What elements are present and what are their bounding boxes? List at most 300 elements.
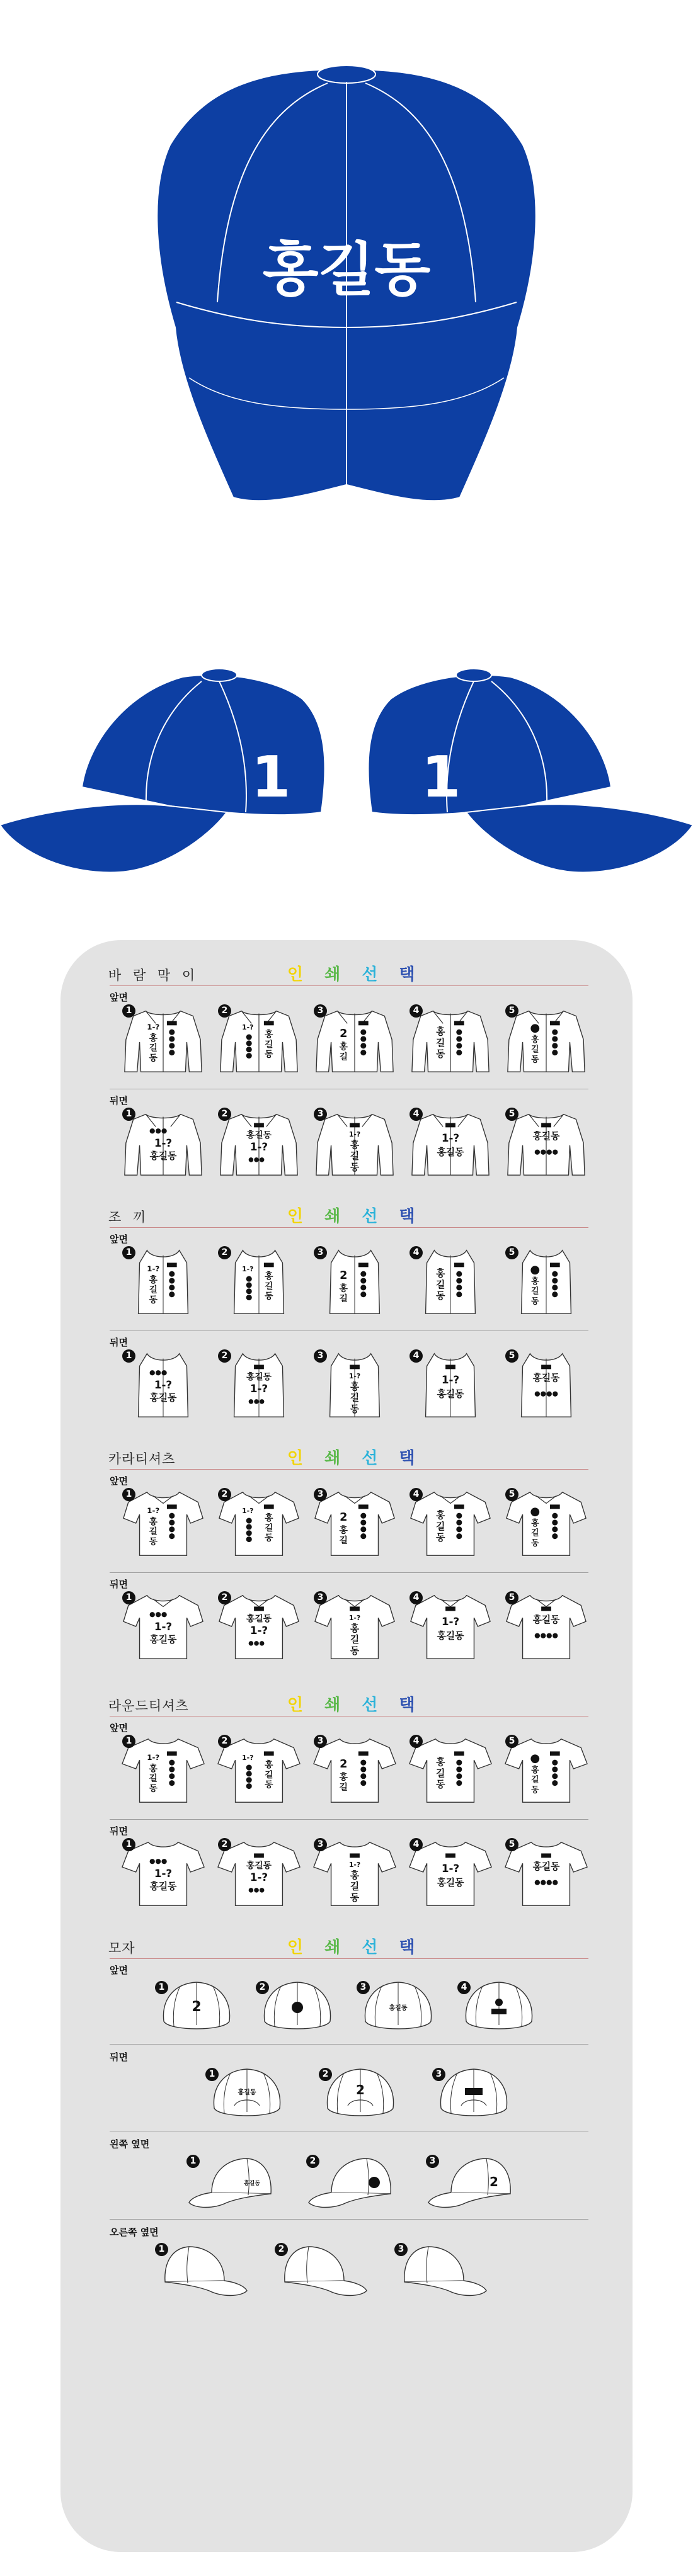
dot-mark bbox=[360, 1036, 366, 1041]
name-mark: 길 bbox=[149, 1285, 158, 1295]
dots-mark: ●●● bbox=[149, 1610, 168, 1619]
dots-mark: ●●● bbox=[248, 1398, 265, 1405]
number-mark: 2 bbox=[340, 1269, 348, 1283]
section-divider bbox=[110, 1958, 588, 1959]
windbreaker-front-row-option-4[interactable] bbox=[408, 1002, 493, 1076]
name-mark: 홍 bbox=[531, 1765, 539, 1775]
option-number-badge: 4 bbox=[410, 1838, 423, 1851]
dot-mark bbox=[169, 1533, 175, 1539]
collar-back-row-option-1[interactable] bbox=[121, 1589, 205, 1663]
name-mark: 홍 bbox=[436, 1757, 445, 1768]
print-select-char: 선 bbox=[362, 1696, 399, 1715]
vest-front-row-option-1[interactable] bbox=[121, 1244, 205, 1318]
cap-left-crown bbox=[212, 2159, 271, 2194]
option-number-badge: 3 bbox=[314, 1349, 327, 1363]
dot-mark bbox=[456, 1766, 462, 1772]
badge-mark bbox=[264, 1262, 274, 1267]
cap-drawing bbox=[394, 2237, 489, 2300]
option-number-badge: 3 bbox=[314, 1591, 327, 1604]
cap-left-crown bbox=[331, 2159, 391, 2194]
dot-mark bbox=[246, 1524, 252, 1529]
round-front-row-option-2[interactable] bbox=[217, 1732, 301, 1807]
windbreaker-front-row-option-3[interactable] bbox=[312, 1002, 397, 1076]
dot-mark bbox=[360, 1780, 366, 1786]
dots-mark: ●●● bbox=[149, 1126, 168, 1135]
dots-mark: ●●● bbox=[248, 1887, 265, 1894]
option-number-badge: 1 bbox=[122, 1108, 135, 1121]
dot-mark bbox=[456, 1050, 462, 1055]
collar-front-row-option-2[interactable] bbox=[217, 1485, 301, 1560]
print-select-char: 인 bbox=[287, 1449, 325, 1468]
windbreaker-front-row-option-1[interactable] bbox=[121, 1002, 205, 1076]
name-mark: 홍 bbox=[531, 1035, 539, 1045]
name-mark: 홍 bbox=[265, 1760, 273, 1771]
option-number-badge: 3 bbox=[432, 2068, 445, 2081]
option-number-badge: 1 bbox=[122, 1246, 135, 1259]
name-mark: 홍길동 bbox=[532, 1861, 560, 1873]
name-mark: 길 bbox=[265, 1523, 273, 1533]
dot-mark bbox=[169, 1050, 175, 1055]
print-select-char: 인 bbox=[287, 1696, 325, 1715]
class-mark: 1-? bbox=[249, 1140, 268, 1153]
dot-mark bbox=[246, 1536, 252, 1542]
badge-mark bbox=[167, 1262, 177, 1267]
name-mark: 동 bbox=[149, 1053, 158, 1064]
name-mark: 홍 bbox=[339, 1525, 348, 1536]
row-divider bbox=[110, 2044, 588, 2045]
round-back-row-option-4[interactable] bbox=[408, 1836, 493, 1910]
hat-back-option-3[interactable] bbox=[432, 2062, 527, 2125]
option-number-badge: 3 bbox=[314, 1735, 327, 1748]
cap-left-brim bbox=[309, 2193, 391, 2208]
round-back-row-option-5[interactable] bbox=[504, 1836, 588, 1910]
name-mark: 길 bbox=[350, 1150, 360, 1162]
name-mark: 홍길동 bbox=[532, 1614, 560, 1626]
vest-front-row-option-4[interactable] bbox=[408, 1244, 493, 1318]
class-mark: 1-? bbox=[249, 1870, 268, 1883]
option-number-badge: 4 bbox=[410, 1591, 423, 1604]
dot-mark bbox=[456, 1773, 462, 1779]
badge-mark bbox=[358, 1751, 369, 1756]
vest-back-row-option-5[interactable] bbox=[504, 1347, 588, 1421]
name-mark: 길 bbox=[339, 1052, 348, 1062]
row-divider bbox=[110, 1819, 588, 1820]
print-select-char: 쇄 bbox=[324, 965, 362, 984]
cap-drawing bbox=[319, 2062, 413, 2125]
dot-mark bbox=[552, 1513, 558, 1519]
class-mark: 1-? bbox=[154, 1136, 173, 1149]
cap-drawing bbox=[432, 2062, 527, 2125]
class-mark: 1-? bbox=[147, 1753, 160, 1762]
option-number-badge: 1 bbox=[205, 2068, 219, 2081]
dot-mark bbox=[456, 1271, 462, 1277]
cap-right-brim bbox=[165, 2281, 247, 2296]
hat-back-label: 뒤면 bbox=[110, 2051, 128, 2063]
hat-back-option-2[interactable] bbox=[319, 2062, 413, 2125]
dot-mark bbox=[169, 1519, 175, 1525]
dot-mark bbox=[552, 1271, 558, 1277]
dot-mark bbox=[360, 1760, 366, 1766]
option-number-badge: 3 bbox=[314, 1246, 327, 1259]
option-number-badge: 3 bbox=[314, 1838, 327, 1851]
hat-left-option-2[interactable] bbox=[306, 2148, 401, 2211]
dot-mark bbox=[360, 1513, 366, 1519]
name-mark: 동 bbox=[436, 1779, 445, 1790]
name-mark: 길 bbox=[350, 1881, 360, 1892]
class-mark: 1-? bbox=[249, 1382, 268, 1395]
dot-mark bbox=[246, 1282, 252, 1288]
vest-back-row-option-3[interactable] bbox=[312, 1347, 397, 1421]
option-number-badge: 2 bbox=[275, 2243, 288, 2256]
dot-mark bbox=[456, 1030, 462, 1035]
hat-right-label: 오른쪽 옆면 bbox=[110, 2227, 159, 2238]
dot-mark bbox=[246, 1783, 252, 1789]
print-select-char: 인 bbox=[287, 965, 325, 984]
name-mark: 길 bbox=[149, 1043, 158, 1053]
option-number-badge: 1 bbox=[186, 2155, 200, 2168]
option-number-badge: 5 bbox=[505, 1591, 518, 1604]
option-number-badge: 2 bbox=[218, 1591, 231, 1604]
name-mark: 홍 bbox=[149, 1516, 158, 1527]
name-mark: 길 bbox=[265, 1769, 273, 1780]
dot-mark bbox=[360, 1285, 366, 1290]
hat-left-option-1[interactable] bbox=[186, 2148, 281, 2211]
number-badge-mark bbox=[530, 1507, 539, 1516]
collar-front-label: 앞면 bbox=[110, 1475, 128, 1487]
cap-drawing bbox=[426, 2148, 520, 2211]
dot-mark bbox=[360, 1291, 366, 1297]
print-select-char: 쇄 bbox=[324, 1449, 362, 1468]
class-mark: 1-? bbox=[441, 1615, 460, 1628]
vest-back-row-option-2[interactable] bbox=[217, 1347, 301, 1421]
number-mark: 2 bbox=[340, 1511, 348, 1524]
collar-front-row-option-5[interactable] bbox=[504, 1485, 588, 1560]
hat-right-option-2[interactable] bbox=[275, 2237, 369, 2300]
name-mark: 홍길동 bbox=[437, 1147, 464, 1158]
round-back-label: 뒤면 bbox=[110, 1825, 128, 1837]
cap-drawing bbox=[155, 1975, 249, 2038]
badge-mark bbox=[550, 1504, 560, 1509]
dot-mark bbox=[246, 1771, 252, 1776]
dot-mark bbox=[456, 1043, 462, 1048]
badge-mark bbox=[550, 1021, 560, 1025]
dot-mark bbox=[169, 1760, 175, 1766]
collar-back-row-option-5[interactable] bbox=[504, 1589, 588, 1663]
option-number-badge: 2 bbox=[256, 1981, 269, 1994]
dot-mark bbox=[456, 1760, 462, 1766]
collar-back-row-option-3[interactable] bbox=[312, 1589, 397, 1663]
class-mark: 1-? bbox=[348, 1614, 361, 1623]
row-divider bbox=[110, 2219, 588, 2220]
name-mark: 홍 bbox=[350, 1870, 360, 1881]
name-mark: 길 bbox=[436, 1521, 445, 1532]
dot-mark bbox=[456, 1533, 462, 1539]
number-badge-mark bbox=[530, 1754, 539, 1763]
name-mark: 홍길동 bbox=[246, 1130, 272, 1141]
hat-left-option-3[interactable] bbox=[426, 2148, 520, 2211]
windbreaker-back-row-option-4[interactable] bbox=[408, 1105, 493, 1179]
dot-mark bbox=[360, 1043, 366, 1048]
option-number-badge: 4 bbox=[457, 1981, 471, 1994]
badge-mark bbox=[358, 1021, 369, 1025]
hat-right-option-1[interactable] bbox=[155, 2237, 249, 2300]
dot-mark bbox=[246, 1040, 252, 1046]
badge-mark bbox=[454, 1504, 464, 1509]
badge-mark bbox=[358, 1262, 369, 1267]
cap-drawing bbox=[457, 1975, 552, 2038]
name-mark: 동 bbox=[149, 1783, 158, 1794]
option-number-badge: 4 bbox=[410, 1108, 423, 1121]
class-mark: 1-? bbox=[348, 1130, 361, 1139]
collar-front-row bbox=[121, 1485, 606, 1561]
dot-mark bbox=[246, 1276, 252, 1282]
tee-outline bbox=[314, 1739, 396, 1803]
right-side-cap bbox=[368, 669, 693, 872]
tee-outline bbox=[218, 1739, 300, 1803]
name-mark: 홍길동 bbox=[246, 1614, 272, 1625]
collar-print-select-heading bbox=[287, 1445, 437, 1468]
dots-mark: ●●● bbox=[248, 1640, 265, 1647]
option-number-badge: 2 bbox=[218, 1735, 231, 1748]
dot-mark bbox=[360, 1519, 366, 1525]
tee-outline bbox=[122, 1739, 204, 1803]
dot-mark bbox=[169, 1271, 175, 1277]
name-mark: 길 bbox=[149, 1773, 158, 1784]
vest-title: 조 끼 bbox=[108, 1210, 150, 1225]
round-back-row-option-3[interactable] bbox=[312, 1836, 397, 1910]
collar-front-row-option-4[interactable] bbox=[408, 1485, 493, 1560]
option-number-badge: 5 bbox=[505, 1488, 518, 1501]
tee-outline bbox=[505, 1842, 587, 1906]
windbreaker-title: 바 람 막 이 bbox=[108, 968, 199, 983]
windbreaker-print-select-heading bbox=[287, 962, 437, 985]
name-mark: 길 bbox=[339, 1535, 348, 1546]
round-back-row bbox=[121, 1836, 606, 1911]
tee-outline bbox=[410, 1739, 491, 1803]
dot-mark bbox=[360, 1030, 366, 1035]
hat-front-option-2[interactable] bbox=[256, 1975, 350, 2038]
number-mark: 2 bbox=[340, 1028, 348, 1041]
name-mark: 홍 bbox=[265, 1513, 273, 1524]
cap-drawing bbox=[155, 2237, 249, 2300]
cap-drawing bbox=[306, 2148, 401, 2211]
section-divider bbox=[110, 985, 588, 986]
name-mark: 홍 bbox=[350, 1139, 360, 1150]
dots-mark: ●●● bbox=[149, 1857, 168, 1866]
cap-drawing bbox=[275, 2237, 369, 2300]
hat-print-select-heading bbox=[287, 1934, 437, 1958]
round-front-row-option-1[interactable] bbox=[121, 1732, 205, 1807]
name-mark: 동 bbox=[531, 1297, 539, 1307]
hat-front-option-3[interactable] bbox=[357, 1975, 451, 2038]
badge-mark bbox=[167, 1751, 177, 1756]
name-mark: 홍길동 bbox=[243, 2181, 261, 2187]
dot-mark bbox=[360, 1271, 366, 1277]
cap-drawing bbox=[186, 2148, 281, 2211]
round-back-row-option-2[interactable] bbox=[217, 1836, 301, 1910]
print-select-char: 택 bbox=[399, 1938, 437, 1957]
vest-back-label: 뒤면 bbox=[110, 1337, 128, 1348]
polo-outline bbox=[315, 1492, 394, 1556]
cap-left-brim bbox=[428, 2193, 510, 2208]
name-mark: 길 bbox=[339, 1782, 348, 1793]
badge-mark bbox=[550, 1751, 560, 1756]
dot-mark bbox=[552, 1519, 558, 1525]
windbreaker-back-label: 뒤면 bbox=[110, 1095, 128, 1106]
collar-front-row-option-1[interactable] bbox=[121, 1485, 205, 1560]
round-front-row-option-4[interactable] bbox=[408, 1732, 493, 1807]
class-mark: 1-? bbox=[154, 1866, 173, 1880]
windbreaker-back-row-option-1[interactable] bbox=[121, 1105, 205, 1179]
dots-mark: ●●● bbox=[149, 1368, 168, 1377]
dot-mark bbox=[169, 1278, 175, 1283]
dot-mark bbox=[169, 1766, 175, 1772]
option-number-badge: 1 bbox=[155, 1981, 168, 1994]
polo-outline bbox=[411, 1492, 490, 1556]
windbreaker-back-row-option-3[interactable] bbox=[312, 1105, 397, 1179]
print-select-char: 택 bbox=[399, 965, 437, 984]
hat-front-option-1[interactable] bbox=[155, 1975, 249, 2038]
option-number-badge: 2 bbox=[306, 2155, 319, 2168]
print-select-char: 인 bbox=[287, 1207, 325, 1226]
collar-back-row-option-2[interactable] bbox=[217, 1589, 301, 1663]
name-mark: 길 bbox=[436, 1767, 445, 1779]
name-mark: 홍 bbox=[436, 1026, 445, 1038]
collar-back-label: 뒤면 bbox=[110, 1579, 128, 1590]
collar-front-row-option-3[interactable] bbox=[312, 1485, 397, 1560]
dot-mark bbox=[456, 1519, 462, 1525]
dot-mark bbox=[552, 1278, 558, 1283]
name-mark: 동 bbox=[350, 1162, 360, 1173]
option-number-badge: 1 bbox=[122, 1591, 135, 1604]
class-mark: 1-? bbox=[147, 1506, 160, 1516]
option-number-badge: 5 bbox=[505, 1108, 518, 1121]
dot-mark bbox=[456, 1526, 462, 1532]
badge-mark bbox=[454, 1021, 464, 1025]
vest-back-row-option-4[interactable] bbox=[408, 1347, 493, 1421]
hero-cap-illustrations bbox=[0, 0, 693, 894]
number-mark: 2 bbox=[490, 2174, 498, 2189]
name-mark: 홍길동 bbox=[532, 1131, 560, 1142]
dot-mark bbox=[246, 1530, 252, 1536]
dot-mark bbox=[552, 1526, 558, 1532]
hat-right-option-3[interactable] bbox=[394, 2237, 489, 2300]
dot-mark bbox=[169, 1285, 175, 1290]
dot-mark bbox=[246, 1295, 252, 1300]
class-mark: 1-? bbox=[249, 1623, 268, 1637]
name-mark: 길 bbox=[531, 1286, 539, 1297]
option-number-badge: 4 bbox=[410, 1004, 423, 1018]
class-mark: 1-? bbox=[154, 1620, 173, 1633]
badge-mark bbox=[454, 1751, 464, 1756]
windbreaker-back-row-option-5[interactable] bbox=[504, 1105, 588, 1179]
windbreaker-front-row-option-5[interactable] bbox=[504, 1002, 588, 1076]
dot-mark bbox=[246, 1777, 252, 1783]
round-back-row-option-1[interactable] bbox=[121, 1836, 205, 1910]
windbreaker-front-label: 앞면 bbox=[110, 992, 128, 1003]
option-number-badge: 2 bbox=[218, 1246, 231, 1259]
dot-mark bbox=[552, 1760, 558, 1766]
badge-mark bbox=[264, 1504, 274, 1509]
dot-mark bbox=[456, 1278, 462, 1283]
cap-right-brim bbox=[285, 2281, 367, 2296]
name-mark: 동 bbox=[149, 1295, 158, 1305]
cap-right-crown bbox=[285, 2247, 344, 2282]
option-number-badge: 1 bbox=[122, 1349, 135, 1363]
cap-left-brim bbox=[189, 2193, 271, 2208]
round-front-row-option-5[interactable] bbox=[504, 1732, 588, 1807]
print-options-panel bbox=[60, 940, 633, 2552]
name-mark: 길 bbox=[265, 1281, 273, 1291]
option-number-badge: 4 bbox=[410, 1735, 423, 1748]
collar-back-row-option-4[interactable] bbox=[408, 1589, 493, 1663]
vest-front-row-option-5[interactable] bbox=[504, 1244, 588, 1318]
option-number-badge: 3 bbox=[314, 1488, 327, 1501]
print-select-char: 선 bbox=[362, 965, 399, 984]
option-number-badge: 2 bbox=[319, 2068, 332, 2081]
name-mark: 홍길동 bbox=[437, 1877, 464, 1888]
option-number-badge: 4 bbox=[410, 1488, 423, 1501]
name-mark: 홍 bbox=[436, 1268, 445, 1279]
dot-mark bbox=[246, 1288, 252, 1294]
badge-mark bbox=[167, 1504, 177, 1509]
windbreaker-back-row-option-2[interactable] bbox=[217, 1105, 301, 1179]
dots-mark: ●●●● bbox=[534, 1147, 558, 1156]
dots-mark: ●●●● bbox=[534, 1878, 558, 1887]
print-select-char: 택 bbox=[399, 1449, 437, 1468]
windbreaker-front-row-option-2[interactable] bbox=[217, 1002, 301, 1076]
badge-mark bbox=[264, 1021, 274, 1025]
vest-back-row-option-1[interactable] bbox=[121, 1347, 205, 1421]
option-number-badge: 3 bbox=[357, 1981, 370, 1994]
option-number-badge: 5 bbox=[505, 1349, 518, 1363]
name-mark: 홍길동 bbox=[532, 1373, 560, 1384]
option-number-badge: 5 bbox=[505, 1735, 518, 1748]
right-cap-number: 1 bbox=[421, 744, 461, 810]
dot-mark bbox=[456, 1291, 462, 1297]
option-number-badge: 3 bbox=[426, 2155, 439, 2168]
hat-back-option-1[interactable] bbox=[205, 2062, 300, 2125]
cap-left-crown bbox=[451, 2159, 510, 2194]
dot-mark bbox=[169, 1780, 175, 1786]
cap-drawing bbox=[205, 2062, 300, 2125]
print-select-char: 쇄 bbox=[324, 1696, 362, 1715]
dot-mark bbox=[246, 1518, 252, 1524]
name-mark: 동 bbox=[436, 1532, 445, 1543]
option-number-badge: 5 bbox=[505, 1004, 518, 1018]
name-mark: 동 bbox=[531, 1785, 539, 1795]
number-badge-mark bbox=[530, 1266, 539, 1274]
hat-front-row bbox=[60, 1975, 546, 2050]
vest-front-row-option-3[interactable] bbox=[312, 1244, 397, 1318]
polo-outline bbox=[507, 1596, 586, 1659]
name-mark: 동 bbox=[350, 1404, 360, 1415]
option-number-badge: 1 bbox=[122, 1004, 135, 1018]
round-front-row-option-3[interactable] bbox=[312, 1732, 397, 1807]
option-number-badge: 2 bbox=[218, 1004, 231, 1018]
print-select-char: 택 bbox=[399, 1207, 437, 1226]
number-mark: 2 bbox=[340, 1758, 348, 1771]
dots-mark: ●●●● bbox=[534, 1389, 558, 1398]
dot-mark bbox=[169, 1043, 175, 1048]
class-mark: 1-? bbox=[441, 1373, 460, 1387]
name-mark: 동 bbox=[531, 1538, 539, 1548]
vest-front-row-option-2[interactable] bbox=[217, 1244, 301, 1318]
class-mark: 1-? bbox=[242, 1023, 254, 1032]
hat-front-option-4[interactable] bbox=[457, 1975, 552, 2038]
name-mark: 동 bbox=[265, 1291, 273, 1302]
class-mark: 1-? bbox=[242, 1754, 254, 1762]
